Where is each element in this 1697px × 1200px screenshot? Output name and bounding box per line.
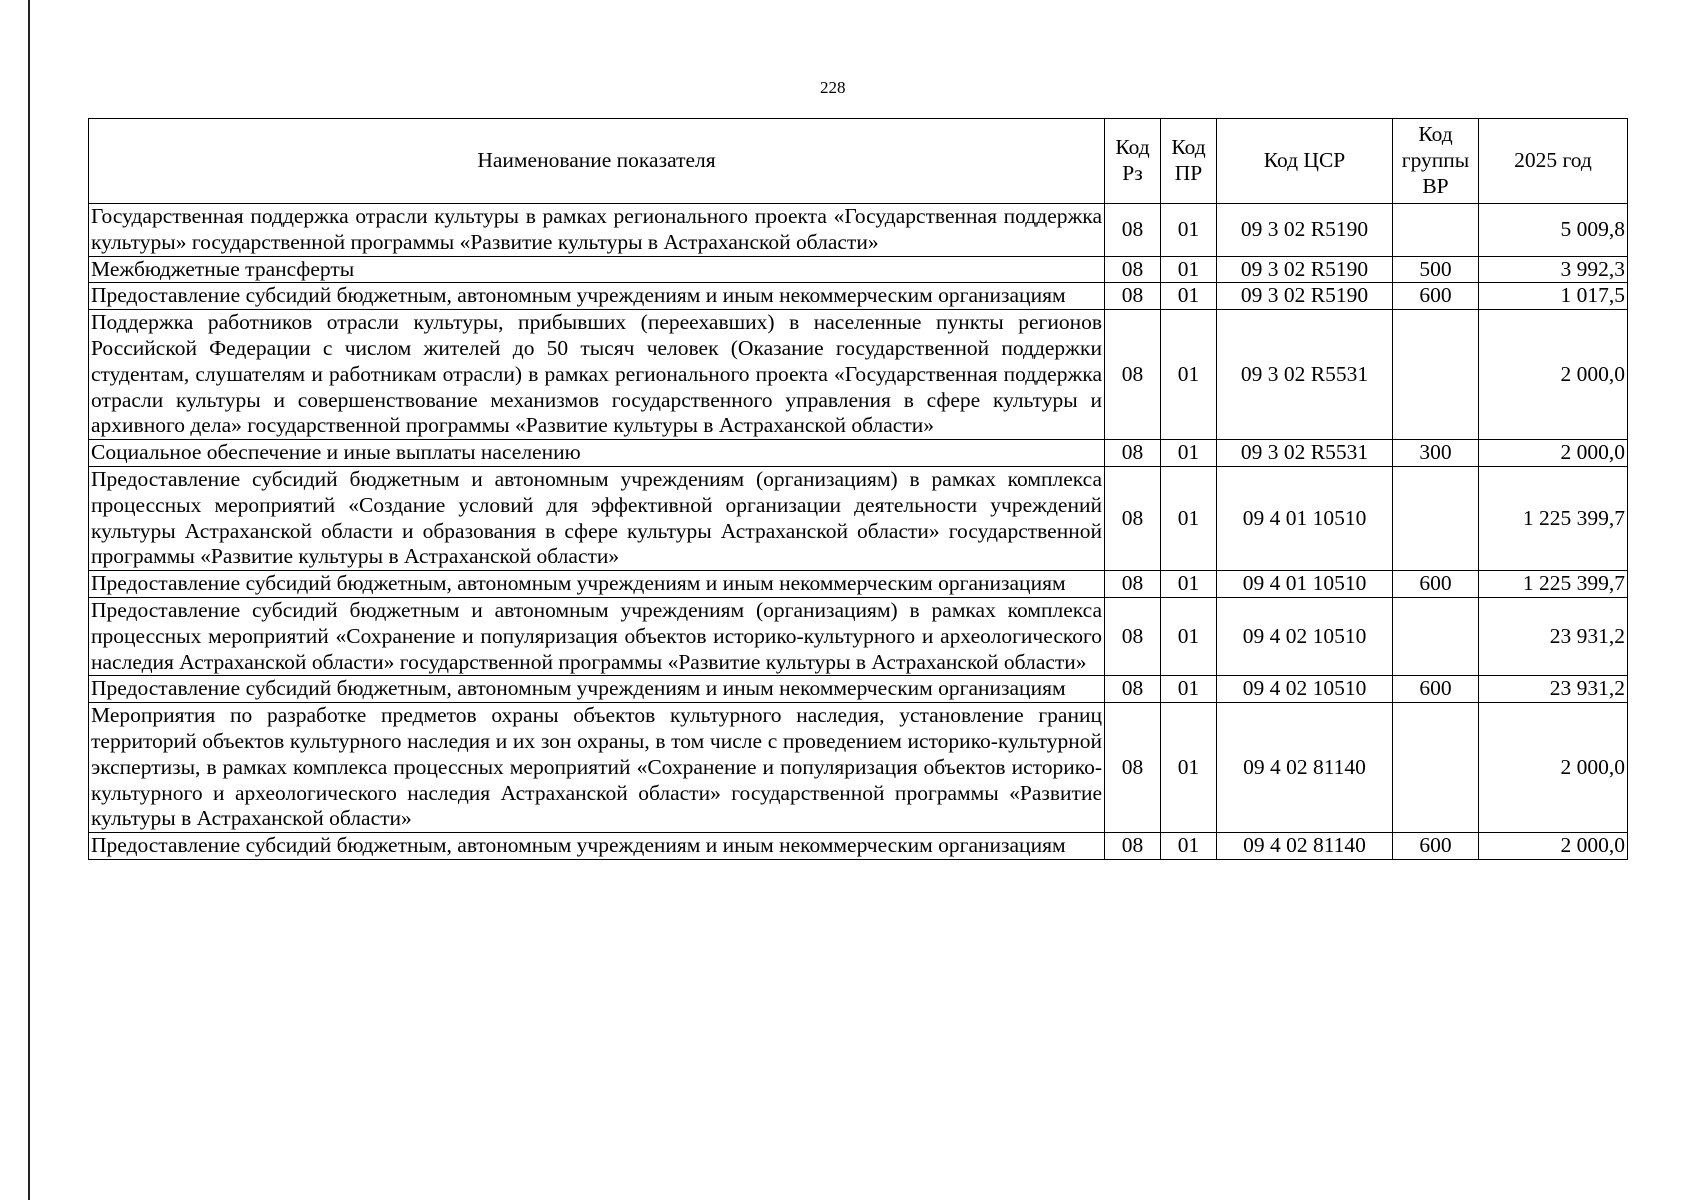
cell-name: Предоставление субсидий бюджетным и автономным учреждениям (организациям) в рамках комплекса процессных мероприятий «Создание условий для эффективной организации деятельности учреждений культуры Астраханской области и образования в сфере культуры Астраханской области» государственной программы «Развитие культуры в Астраханской области» xyxy=(89,466,1105,570)
cell-name: Межбюджетные трансферты xyxy=(89,256,1105,283)
cell-rz: 08 xyxy=(1105,310,1161,440)
table-row xyxy=(89,310,1628,440)
cell-rz: 08 xyxy=(1105,597,1161,675)
cell-name: Предоставление субсидий бюджетным и автономным учреждениям (организациям) в рамках комплекса процессных мероприятий «Сохранение и популяризация объектов историко-культурного и археологического наследия Астраханской области» государственной программы «Развитие культуры в Астраханской области» xyxy=(89,597,1105,675)
cell-csr: 09 4 02 10510 xyxy=(1217,676,1393,703)
cell-rz: 08 xyxy=(1105,283,1161,310)
cell-amount: 5 009,8 xyxy=(1479,204,1628,257)
cell-vr xyxy=(1393,597,1479,675)
cell-amount: 1 017,5 xyxy=(1479,283,1628,310)
cell-name: Социальное обеспечение и иные выплаты населению xyxy=(89,440,1105,467)
cell-csr: 09 3 02 R5190 xyxy=(1217,283,1393,310)
cell-amount: 2 000,0 xyxy=(1479,703,1628,833)
cell-name: Поддержка работников отрасли культуры, прибывших (переехавших) в населенные пункты регионов Российской Федерации с числом жителей до 50 тысяч человек (Оказание государственной поддержки студентам, слушателям и работникам отрасли) в рамках регионального проекта «Государственная поддержка отрасли культуры и совершенствование механизмов государственного управления в сфере культуры и архивного дела» государственной программы «Развитие культуры в Астраханской области» xyxy=(89,310,1105,440)
cell-vr: 600 xyxy=(1393,283,1479,310)
cell-rz: 08 xyxy=(1105,703,1161,833)
table-row xyxy=(89,597,1628,675)
cell-rz: 08 xyxy=(1105,440,1161,467)
table-row xyxy=(89,440,1628,467)
cell-pr: 01 xyxy=(1161,310,1217,440)
table-row xyxy=(89,676,1628,703)
cell-csr: 09 4 01 10510 xyxy=(1217,466,1393,570)
cell-pr: 01 xyxy=(1161,676,1217,703)
cell-pr: 01 xyxy=(1161,440,1217,467)
cell-csr: 09 3 02 R5531 xyxy=(1217,440,1393,467)
cell-rz: 08 xyxy=(1105,571,1161,598)
cell-amount: 1 225 399,7 xyxy=(1479,571,1628,598)
cell-csr: 09 3 02 R5190 xyxy=(1217,256,1393,283)
cell-amount: 2 000,0 xyxy=(1479,310,1628,440)
header-csr: Код ЦСР xyxy=(1217,119,1393,204)
cell-csr: 09 4 02 81140 xyxy=(1217,833,1393,860)
cell-vr: 300 xyxy=(1393,440,1479,467)
cell-amount: 2 000,0 xyxy=(1479,833,1628,860)
cell-rz: 08 xyxy=(1105,204,1161,257)
cell-pr: 01 xyxy=(1161,283,1217,310)
cell-pr: 01 xyxy=(1161,597,1217,675)
table-row xyxy=(89,571,1628,598)
cell-amount: 23 931,2 xyxy=(1479,676,1628,703)
cell-vr: 600 xyxy=(1393,571,1479,598)
header-rz: Код Рз xyxy=(1105,119,1161,204)
cell-pr: 01 xyxy=(1161,204,1217,257)
cell-pr: 01 xyxy=(1161,256,1217,283)
page-number: 228 xyxy=(820,78,846,97)
cell-vr xyxy=(1393,703,1479,833)
cell-name: Государственная поддержка отрасли культуры в рамках регионального проекта «Государственная поддержка культуры» государственной программы «Развитие культуры в Астраханской области» xyxy=(89,204,1105,257)
budget-table xyxy=(88,118,1628,860)
header-year: 2025 год xyxy=(1479,119,1628,204)
cell-amount: 2 000,0 xyxy=(1479,440,1628,467)
table-row xyxy=(89,833,1628,860)
cell-amount: 1 225 399,7 xyxy=(1479,466,1628,570)
cell-rz: 08 xyxy=(1105,256,1161,283)
table-body xyxy=(89,204,1628,860)
table-header-row xyxy=(89,119,1628,204)
cell-vr xyxy=(1393,466,1479,570)
cell-vr: 600 xyxy=(1393,833,1479,860)
cell-name: Предоставление субсидий бюджетным, автономным учреждениям и иным некоммерческим организациям xyxy=(89,676,1105,703)
cell-csr: 09 3 02 R5531 xyxy=(1217,310,1393,440)
cell-rz: 08 xyxy=(1105,676,1161,703)
table-row xyxy=(89,466,1628,570)
table-row xyxy=(89,204,1628,257)
cell-vr: 600 xyxy=(1393,676,1479,703)
header-pr: Код ПР xyxy=(1161,119,1217,204)
header-vr: Код группы ВР xyxy=(1393,119,1479,204)
cell-rz: 08 xyxy=(1105,833,1161,860)
cell-amount: 23 931,2 xyxy=(1479,597,1628,675)
cell-name: Мероприятия по разработке предметов охраны объектов культурного наследия, установление границ территорий объектов культурного наследия и их зон охраны, в том числе с проведением историко-культурной экспертизы, в рамках комплекса процессных мероприятий «Сохранение и популяризация объектов историко-культурного и археологического наследия Астраханской области» государственной программы «Развитие культуры в Астраханской области» xyxy=(89,703,1105,833)
cell-amount: 3 992,3 xyxy=(1479,256,1628,283)
table-row xyxy=(89,256,1628,283)
cell-pr: 01 xyxy=(1161,466,1217,570)
cell-name: Предоставление субсидий бюджетным, автономным учреждениям и иным некоммерческим организациям xyxy=(89,571,1105,598)
cell-csr: 09 4 01 10510 xyxy=(1217,571,1393,598)
cell-vr xyxy=(1393,204,1479,257)
cell-name: Предоставление субсидий бюджетным, автономным учреждениям и иным некоммерческим организациям xyxy=(89,833,1105,860)
cell-pr: 01 xyxy=(1161,571,1217,598)
cell-vr: 500 xyxy=(1393,256,1479,283)
cell-csr: 09 4 02 10510 xyxy=(1217,597,1393,675)
cell-pr: 01 xyxy=(1161,703,1217,833)
cell-rz: 08 xyxy=(1105,466,1161,570)
header-name: Наименование показателя xyxy=(89,119,1105,204)
cell-csr: 09 4 02 81140 xyxy=(1217,703,1393,833)
binding-line xyxy=(28,0,30,1200)
cell-name: Предоставление субсидий бюджетным, автономным учреждениям и иным некоммерческим организациям xyxy=(89,283,1105,310)
table-row xyxy=(89,283,1628,310)
table-row xyxy=(89,703,1628,833)
cell-pr: 01 xyxy=(1161,833,1217,860)
cell-vr xyxy=(1393,310,1479,440)
cell-csr: 09 3 02 R5190 xyxy=(1217,204,1393,257)
